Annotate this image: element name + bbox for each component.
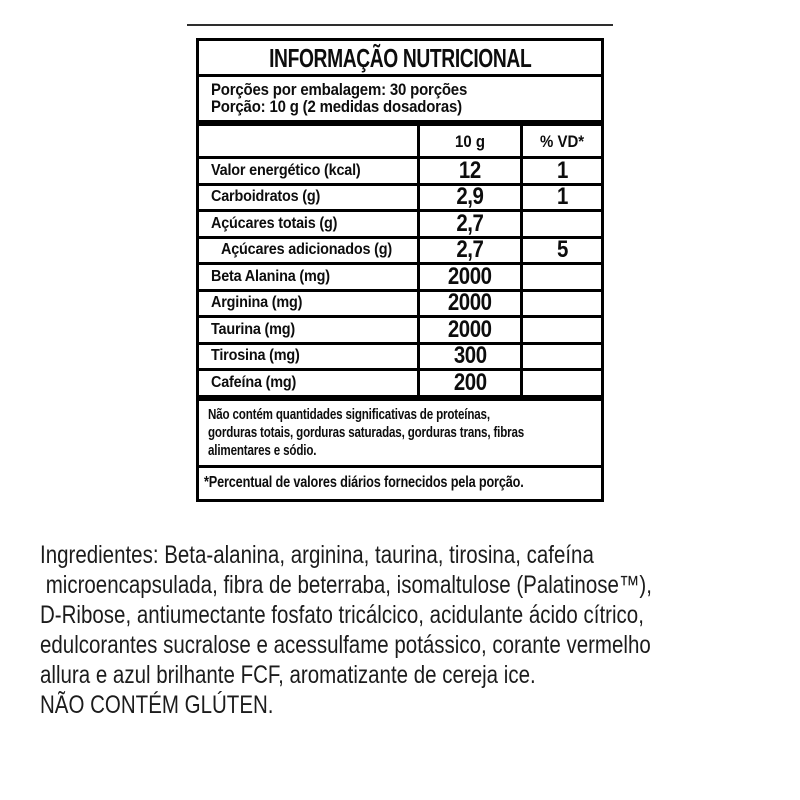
ingredients-line-text: allura e azul brilhante FCF, aromatizante de cereja ice. bbox=[40, 661, 536, 689]
nutrient-label-cell bbox=[199, 212, 417, 236]
nutrient-dv: 5 bbox=[556, 236, 568, 264]
servings-section bbox=[199, 77, 601, 126]
nutrient-dv-cell bbox=[520, 265, 601, 289]
serving-size: Porção: 10 g (2 medidas dosadoras) bbox=[211, 97, 462, 116]
note-line-text: Não contém quantidades significativas de proteínas, bbox=[208, 406, 490, 423]
nutrient-amount-cell bbox=[417, 183, 520, 211]
nutrient-amount-cell bbox=[417, 315, 520, 343]
nutrient-dv: 1 bbox=[556, 156, 568, 184]
nutrient-amount-cell bbox=[417, 342, 520, 370]
nutrient-amount: 2,7 bbox=[456, 236, 484, 264]
ingredients-line bbox=[40, 540, 800, 570]
ingredients-line-text: edulcorantes sucralose e acessulfame potássico, corante vermelho bbox=[40, 631, 651, 659]
nutrient-label: Beta Alanina (mg) bbox=[211, 267, 330, 285]
nutrient-label-cell bbox=[199, 159, 417, 183]
column-header-amount: 10 g bbox=[455, 131, 485, 151]
table-row bbox=[199, 236, 601, 266]
table-row bbox=[199, 262, 601, 292]
nutrient-dv-cell bbox=[520, 183, 601, 211]
nutrition-facts-panel bbox=[196, 38, 604, 502]
nutrient-amount: 2,9 bbox=[456, 183, 484, 211]
note-line-text: gorduras totais, gorduras saturadas, gorduras trans, fibras bbox=[208, 424, 525, 441]
ingredients-line bbox=[40, 570, 800, 600]
table-row bbox=[199, 315, 601, 345]
daily-value-footnote: *Percentual de valores diários fornecidos pela porção. bbox=[204, 473, 524, 491]
ingredients-line-text: microencapsulada, fibra de beterraba, isomaltulose (Palatinose™), bbox=[40, 571, 652, 599]
nutrient-label: Açúcares adicionados (g) bbox=[221, 241, 392, 259]
column-header-spacer bbox=[199, 126, 417, 156]
table-row bbox=[199, 183, 601, 213]
servings-per-package: Porções por embalagem: 30 porções bbox=[211, 80, 468, 99]
nutrient-dv-cell bbox=[520, 236, 601, 264]
nutrient-amount: 2000 bbox=[448, 262, 492, 290]
note-line bbox=[208, 406, 592, 424]
nutrient-dv-cell bbox=[520, 345, 601, 369]
nutrient-amount-cell bbox=[417, 262, 520, 290]
nutrient-dv-cell bbox=[520, 212, 601, 236]
nutrient-amount-cell bbox=[417, 156, 520, 184]
table-row bbox=[199, 209, 601, 239]
column-header-dv: % VD* bbox=[539, 131, 585, 151]
nutrient-label-cell bbox=[199, 345, 417, 369]
nutrient-label-cell bbox=[199, 186, 417, 210]
column-header-dv-cell bbox=[520, 126, 601, 156]
ingredients-line-text: D-Ribose, antiumectante fosfato tricálcico, acidulante ácido cítrico, bbox=[40, 601, 644, 629]
nutrient-label: Valor energético (kcal) bbox=[211, 161, 361, 179]
ingredients-line bbox=[40, 600, 800, 630]
table-row bbox=[199, 289, 601, 319]
ingredients-line bbox=[40, 660, 800, 690]
nutrient-amount: 2000 bbox=[448, 289, 492, 317]
daily-value-footnote-row bbox=[199, 468, 601, 499]
nutrient-label-cell bbox=[199, 239, 417, 263]
gluten-free-statement bbox=[40, 690, 800, 720]
serving-size-line bbox=[211, 98, 601, 115]
nutrient-label-cell bbox=[199, 265, 417, 289]
nutrient-dv-cell bbox=[520, 318, 601, 342]
ingredients-line-text: Ingredientes: Beta-alanina, arginina, taurina, tirosina, cafeína bbox=[40, 541, 594, 569]
nutrient-label: Arginina (mg) bbox=[211, 294, 303, 312]
note-line bbox=[208, 442, 592, 460]
gluten-free-statement-text: NÃO CONTÉM GLÚTEN. bbox=[40, 691, 274, 719]
nutrient-amount-cell bbox=[417, 368, 520, 396]
servings-per-package-line bbox=[211, 81, 601, 98]
ingredients-paragraph bbox=[40, 540, 800, 720]
nutrient-dv-cell bbox=[520, 371, 601, 395]
nutrient-dv-cell bbox=[520, 156, 601, 184]
nutrient-amount: 200 bbox=[453, 368, 487, 396]
nutrient-label-cell bbox=[199, 371, 417, 395]
nutrient-label: Carboidratos (g) bbox=[211, 188, 321, 206]
table-title: INFORMAÇÃO NUTRICIONAL bbox=[268, 42, 532, 73]
nutrient-label: Cafeína (mg) bbox=[211, 373, 297, 391]
nutrient-rows bbox=[199, 156, 601, 401]
nutrient-label: Taurina (mg) bbox=[211, 320, 295, 338]
nutrient-label-cell bbox=[199, 318, 417, 342]
page-top-divider bbox=[187, 24, 613, 26]
note-line bbox=[208, 424, 592, 442]
table-row bbox=[199, 368, 601, 396]
nutrient-label: Tirosina (mg) bbox=[211, 347, 300, 365]
nutrient-amount-cell bbox=[417, 236, 520, 264]
table-row bbox=[199, 342, 601, 372]
nutrient-dv-cell bbox=[520, 292, 601, 316]
column-header-amount-cell bbox=[417, 126, 520, 156]
note-line-text: alimentares e sódio. bbox=[208, 442, 317, 459]
nutrient-amount: 300 bbox=[453, 342, 487, 370]
nutrient-amount: 2000 bbox=[448, 315, 492, 343]
nutrient-amount-cell bbox=[417, 289, 520, 317]
nutrient-amount-cell bbox=[417, 209, 520, 237]
ingredients-line bbox=[40, 630, 800, 660]
column-header-row bbox=[199, 126, 601, 159]
nutrient-amount: 12 bbox=[459, 156, 481, 184]
nutrient-label: Açúcares totais (g) bbox=[211, 214, 338, 232]
table-row bbox=[199, 156, 601, 186]
table-title-row bbox=[199, 41, 601, 77]
nutrient-dv: 1 bbox=[556, 183, 568, 211]
nutrient-label-cell bbox=[199, 292, 417, 316]
nutrient-amount: 2,7 bbox=[456, 209, 484, 237]
no-significant-amounts-note bbox=[199, 401, 601, 468]
